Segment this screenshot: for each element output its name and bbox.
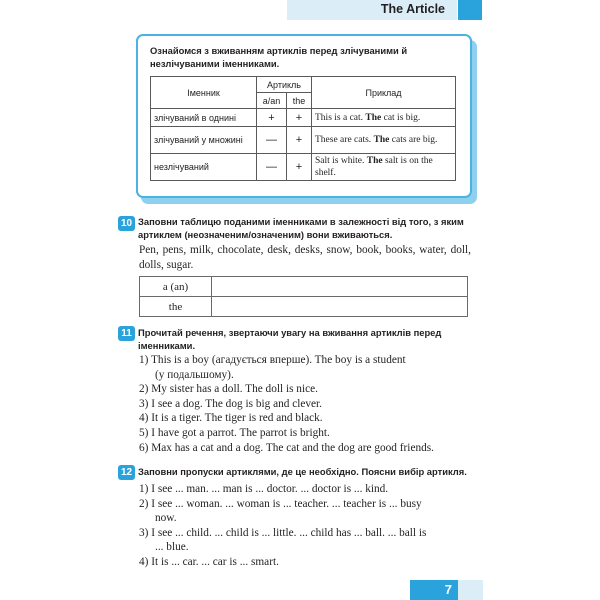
the-mark: + bbox=[287, 109, 312, 127]
rule-box bbox=[136, 34, 472, 198]
example: This is a cat. The cat is big. bbox=[312, 109, 456, 127]
table-row bbox=[140, 297, 468, 317]
exercise-12-list bbox=[139, 482, 474, 570]
aan-mark: — bbox=[257, 154, 287, 181]
the-mark: + bbox=[287, 127, 312, 154]
exercise-11-task: Прочитай речення, звертаючи увагу на вживання артиклів перед іменниками. bbox=[138, 327, 442, 351]
exercise-12-badge: 12 bbox=[118, 465, 135, 480]
list-item: 2) My sister has a doll. The doll is nice. bbox=[139, 383, 318, 396]
table-row bbox=[140, 277, 468, 297]
row-label: a (an) bbox=[140, 277, 212, 297]
example: These are cats. The cats are big. bbox=[312, 127, 456, 154]
sentence: 3) I see ... child. ... child is ... little. ... child has ... ball. ... ball is bbox=[139, 526, 427, 539]
rule-box-title: Ознайомся з вживанням артиклів перед злічуваними й незлічуваними іменниками. bbox=[150, 45, 408, 69]
sentence: 1) This is a boy (агадується вперше). The boy is a student bbox=[139, 354, 406, 366]
col-the-header: the bbox=[287, 93, 312, 109]
sentence: 1) I see ... man. ... man is ... doctor. ... doctor is ... kind. bbox=[139, 483, 389, 495]
exercise-10-task: Заповни таблицю поданими іменниками в залежності від того, з яким артиклем (неозначеним/означеним) вони вживаються. bbox=[138, 216, 464, 240]
exercise-11-badge: 11 bbox=[118, 326, 135, 341]
answer-cell[interactable] bbox=[212, 277, 468, 297]
example: Salt is white. The salt is on the shelf. bbox=[312, 154, 456, 181]
exercise-10-words: Pen, pens, milk, chocolate, desk, desks, snow, book, books, water, doll, dolls, sugar. bbox=[139, 244, 471, 271]
footer-bar bbox=[458, 580, 483, 600]
col-example-header: Приклад bbox=[312, 77, 456, 109]
aan-mark: + bbox=[257, 109, 287, 127]
table-row bbox=[151, 154, 456, 181]
exercise-11-list bbox=[139, 353, 474, 455]
list-item bbox=[139, 497, 474, 526]
article-rule-table bbox=[150, 76, 456, 181]
list-item: 6) Max has a cat and a dog. The cat and the dog are good friends. bbox=[139, 441, 434, 454]
list-item: 4) It is a tiger. The tiger is red and black. bbox=[139, 412, 323, 425]
list-item bbox=[139, 555, 474, 570]
sentence-continuation: ... blue. bbox=[155, 541, 189, 554]
table-row bbox=[151, 109, 456, 127]
page-title: The Article bbox=[380, 2, 445, 16]
exercise-12-task: Заповни пропуски артиклями, де це необхідно. Поясни вибір артикля. bbox=[138, 466, 467, 477]
row-label: the bbox=[140, 297, 212, 317]
noun-type: злічуваний у множині bbox=[151, 127, 257, 154]
list-item: 5) I have got a parrot. The parrot is bright. bbox=[139, 426, 330, 439]
col-aan-header: a/an bbox=[257, 93, 287, 109]
list-item bbox=[139, 482, 474, 497]
answer-cell[interactable] bbox=[212, 297, 468, 317]
exercise-10-table bbox=[139, 276, 468, 317]
col-article-header: Артикль bbox=[257, 77, 312, 93]
table-row bbox=[151, 127, 456, 154]
sentence-continuation: now. bbox=[155, 512, 177, 525]
col-noun-header: Іменник bbox=[151, 77, 257, 109]
list-item bbox=[139, 353, 474, 382]
exercise-10-badge: 10 bbox=[118, 216, 135, 231]
noun-type: незлічуваний bbox=[151, 154, 257, 181]
list-item: 3) I see a dog. The dog is big and clever. bbox=[139, 397, 323, 410]
sentence: 4) It is ... car. ... car is ... smart. bbox=[139, 555, 279, 568]
header-tab bbox=[458, 0, 482, 20]
sentence: 2) I see ... woman. ... woman is ... teacher. ... teacher is ... busy bbox=[139, 497, 422, 510]
aan-mark: — bbox=[257, 127, 287, 154]
noun-type: злічуваний в однині bbox=[151, 109, 257, 127]
the-mark: + bbox=[287, 154, 312, 181]
sentence-continuation: (у подальшому). bbox=[155, 368, 234, 381]
page-number: 7 bbox=[410, 580, 458, 600]
list-item bbox=[139, 526, 474, 555]
